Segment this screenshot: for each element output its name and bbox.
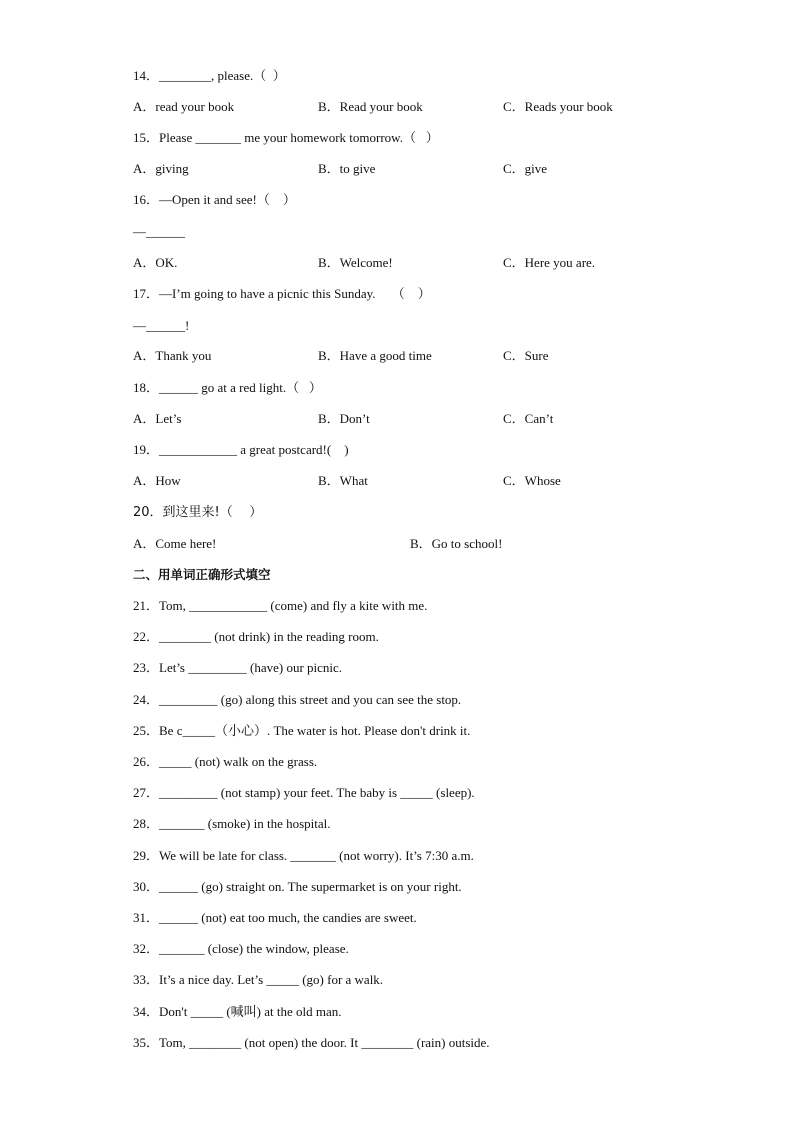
fill-item-24: 24．_________ (go) along this street and you can see the stop. (133, 692, 462, 707)
question-14-option-b[interactable]: B．Read your book (318, 99, 423, 114)
fill-item-34: 34．Don't _____ (喊叫) at the old man. (133, 1004, 342, 1019)
question-17-reply: —______! (133, 318, 190, 333)
question-19-option-c[interactable]: C．Whose (503, 473, 561, 488)
fill-item-28: 28．_______ (smoke) in the hospital. (133, 816, 331, 831)
question-15-option-a[interactable]: A．giving (133, 161, 189, 176)
question-19-option-a[interactable]: A．How (133, 473, 181, 488)
question-18-option-a[interactable]: A．Let’s (133, 411, 182, 426)
question-20-option-a[interactable]: A．Come here! (133, 536, 217, 551)
question-20-option-b[interactable]: B．Go to school! (410, 536, 503, 551)
fill-item-23: 23．Let’s _________ (have) our picnic. (133, 660, 343, 675)
question-19-option-b[interactable]: B．What (318, 473, 368, 488)
fill-item-31: 31．______ (not) eat too much, the candies are sweet. (133, 910, 417, 925)
question-17-option-b[interactable]: B．Have a good time (318, 348, 432, 363)
question-16-option-c[interactable]: C．Here you are. (503, 255, 596, 270)
question-15-option-c[interactable]: C．give (503, 161, 548, 176)
question-14-option-c[interactable]: C．Reads your book (503, 99, 613, 114)
fill-item-33: 33．It’s a nice day. Let’s _____ (go) for a walk. (133, 972, 384, 987)
fill-item-22: 22．________ (not drink) in the reading room. (133, 629, 379, 644)
fill-item-26: 26．_____ (not) walk on the grass. (133, 754, 318, 769)
question-15-option-b[interactable]: B．to give (318, 161, 376, 176)
question-19-stem: 19．____________ a great postcard!( ) (133, 442, 349, 457)
fill-item-35: 35．Tom, ________ (not open) the door. It ________ (rain) outside. (133, 1035, 490, 1050)
question-17-option-c[interactable]: C．Sure (503, 348, 549, 363)
fill-item-25: 25．Be c_____（小心）. The water is hot. Please don't drink it. (133, 723, 471, 738)
fill-item-21: 21．Tom, ____________ (come) and fly a kite with me. (133, 598, 428, 613)
question-15-stem: 15．Please _______ me your homework tomorrow.（ ） (133, 130, 439, 145)
section-2-heading: 二、用单词正确形式填空 (133, 567, 271, 582)
question-17-option-a[interactable]: A．Thank you (133, 348, 212, 363)
question-18-option-c[interactable]: C．Can’t (503, 411, 554, 426)
fill-item-32: 32．_______ (close) the window, please. (133, 941, 349, 956)
question-18-option-b[interactable]: B．Don’t (318, 411, 370, 426)
question-14-option-a[interactable]: A．read your book (133, 99, 235, 114)
question-16-stem: 16．—Open it and see!（ ） (133, 192, 296, 207)
question-16-reply: —______ (133, 224, 185, 239)
question-16-option-b[interactable]: B．Welcome! (318, 255, 393, 270)
question-20-stem: 20．到这里来!（ ） (133, 505, 263, 520)
fill-item-29: 29．We will be late for class. _______ (not worry). It’s 7:30 a.m. (133, 848, 474, 863)
question-14-stem: 14．________, please.（ ） (133, 68, 286, 83)
fill-item-30: 30．______ (go) straight on. The supermarket is on your right. (133, 879, 462, 894)
question-17-stem: 17．—I’m going to have a picnic this Sunday. （ ） (133, 286, 431, 301)
question-16-option-a[interactable]: A．OK. (133, 255, 178, 270)
fill-item-27: 27．_________ (not stamp) your feet. The baby is _____ (sleep). (133, 785, 475, 800)
question-18-stem: 18．______ go at a red light.（ ） (133, 380, 322, 395)
